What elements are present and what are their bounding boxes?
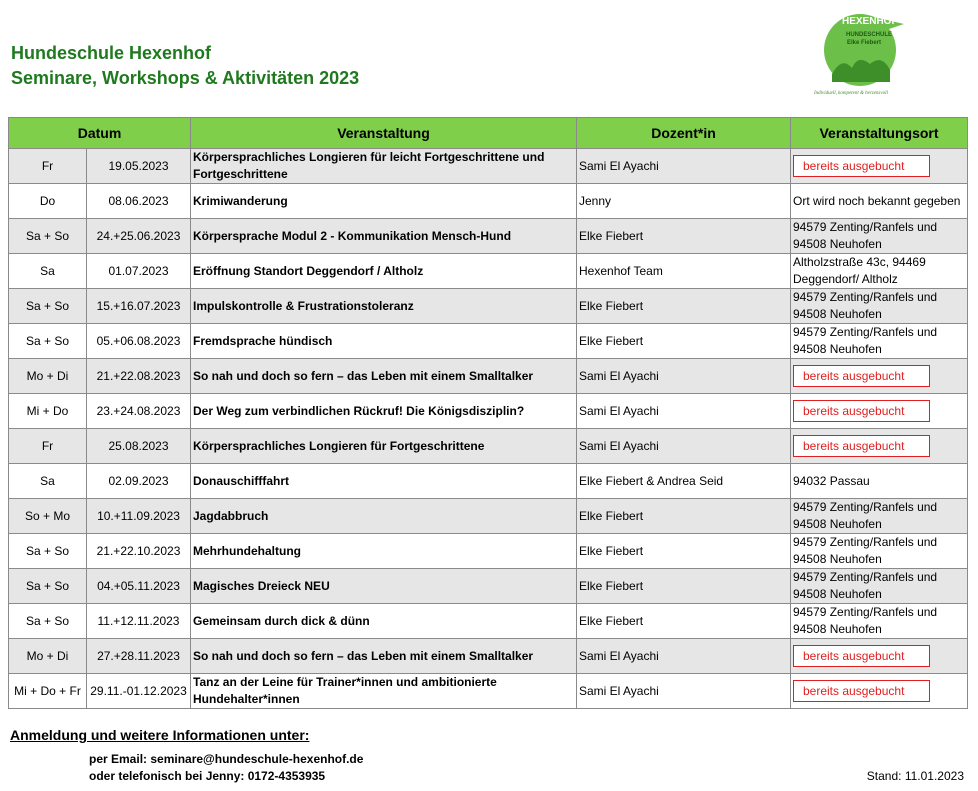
cell-event: So nah und doch so fern – das Leben mit einem Smalltalker [191,639,577,674]
table-header-row [9,118,968,149]
logo-sub-text-2: Elke Fiebert [847,40,882,46]
cell-event: Eröffnung Standort Deggendorf / Altholz [191,254,577,289]
cell-lecturer: Sami El Ayachi [577,394,791,429]
table-row [9,639,968,674]
header-ort: Veranstaltungsort [791,118,968,149]
cell-lecturer: Elke Fiebert [577,604,791,639]
cell-lecturer: Elke Fiebert [577,324,791,359]
cell-location: 94579 Zenting/Ranfels und 94508 Neuhofen [791,289,968,324]
cell-location: Altholzstraße 43c, 94469 Deggendorf/ Altholz [791,254,968,289]
cell-lecturer: Elke Fiebert [577,534,791,569]
cell-day: Sa + So [9,569,87,604]
cell-day: Mo + Di [9,359,87,394]
header-datum: Datum [9,118,191,149]
stand-date: Stand: 11.01.2023 [866,769,964,783]
table-row [9,289,968,324]
cell-day: Sa + So [9,219,87,254]
cell-date: 21.+22.08.2023 [87,359,191,394]
cell-day: Do [9,184,87,219]
table-row [9,534,968,569]
cell-lecturer: Elke Fiebert & Andrea Seid [577,464,791,499]
cell-lecturer: Sami El Ayachi [577,359,791,394]
cell-lecturer: Hexenhof Team [577,254,791,289]
table-row [9,149,968,184]
cell-event: Gemeinsam durch dick & dünn [191,604,577,639]
cell-day: Mi + Do + Fr [9,674,87,709]
cell-day: Mi + Do [9,394,87,429]
cell-day: Mo + Di [9,639,87,674]
cell-day: Fr [9,149,87,184]
cell-event: Donauschifffahrt [191,464,577,499]
cell-location: 94579 Zenting/Ranfels und 94508 Neuhofen [791,219,968,254]
cell-lecturer: Elke Fiebert [577,569,791,604]
cell-location: 94579 Zenting/Ranfels und 94508 Neuhofen [791,534,968,569]
booked-badge: bereits ausgebucht [793,645,930,667]
table-row [9,499,968,534]
header-veranstaltung: Veranstaltung [191,118,577,149]
cell-location: Ort wird noch bekannt gegeben [791,184,968,219]
table-row [9,464,968,499]
cell-day: Sa + So [9,604,87,639]
booked-badge: bereits ausgebucht [793,400,930,422]
cell-location: 94032 Passau [791,464,968,499]
cell-event: Der Weg zum verbindlichen Rückruf! Die Königsdisziplin? [191,394,577,429]
table-row [9,604,968,639]
cell-event: Körpersprache Modul 2 - Kommunikation Mensch-Hund [191,219,577,254]
table-row [9,674,968,709]
cell-lecturer: Sami El Ayachi [577,674,791,709]
cell-date: 24.+25.06.2023 [87,219,191,254]
cell-location: 94579 Zenting/Ranfels und 94508 Neuhofen [791,604,968,639]
cell-location [791,674,968,709]
cell-date: 08.06.2023 [87,184,191,219]
table-row [9,324,968,359]
cell-day: Sa + So [9,324,87,359]
cell-event: Impulskontrolle & Frustrationstoleranz [191,289,577,324]
cell-location [791,394,968,429]
page-subtitle: Seminare, Workshops & Aktivitäten 2023 [11,68,360,88]
logo-arc-text: HEXENHOF [842,16,898,27]
cell-lecturer: Elke Fiebert [577,219,791,254]
cell-day: So + Mo [9,499,87,534]
cell-event: Mehrhundehaltung [191,534,577,569]
cell-date: 23.+24.08.2023 [87,394,191,429]
table-row [9,359,968,394]
cell-day: Sa [9,254,87,289]
cell-date: 02.09.2023 [87,464,191,499]
booked-badge: bereits ausgebucht [793,680,930,702]
cell-event: So nah und doch so fern – das Leben mit einem Smalltalker [191,359,577,394]
cell-location [791,429,968,464]
cell-lecturer: Elke Fiebert [577,289,791,324]
table-row [9,569,968,604]
cell-location [791,639,968,674]
table-row [9,394,968,429]
hexenhof-logo [812,4,912,96]
cell-date: 29.11.-01.12.2023 [87,674,191,709]
cell-date: 11.+12.11.2023 [87,604,191,639]
cell-lecturer: Sami El Ayachi [577,429,791,464]
cell-date: 05.+06.08.2023 [87,324,191,359]
table-row [9,254,968,289]
logo-sub-text-1: HUNDESCHULE [846,32,893,38]
cell-location: 94579 Zenting/Ranfels und 94508 Neuhofen [791,569,968,604]
cell-date: 04.+05.11.2023 [87,569,191,604]
cell-day: Fr [9,429,87,464]
cell-date: 10.+11.09.2023 [87,499,191,534]
contact-phone: oder telefonisch bei Jenny: 0172-4353935 [89,769,326,783]
cell-event: Tanz an der Leine für Trainer*innen und ambitionierte Hundehalter*innen [191,674,577,709]
table-row [9,429,968,464]
cell-location: 94579 Zenting/Ranfels und 94508 Neuhofen [791,499,968,534]
cell-event: Magisches Dreieck NEU [191,569,577,604]
cell-date: 01.07.2023 [87,254,191,289]
header-dozent: Dozent*in [577,118,791,149]
booked-badge: bereits ausgebucht [793,435,930,457]
cell-day: Sa [9,464,87,499]
cell-event: Körpersprachliches Longieren für leicht Fortgeschrittene und Fortgeschrittene [191,149,577,184]
booked-badge: bereits ausgebucht [793,155,930,177]
cell-lecturer: Jenny [577,184,791,219]
cell-event: Krimiwanderung [191,184,577,219]
cell-date: 21.+22.10.2023 [87,534,191,569]
page-title: Hundeschule Hexenhof [11,43,212,63]
cell-lecturer: Sami El Ayachi [577,149,791,184]
cell-location [791,149,968,184]
cell-event: Fremdsprache hündisch [191,324,577,359]
cell-lecturer: Sami El Ayachi [577,639,791,674]
seminar-table [8,117,968,709]
logo-tagline: Individuell, kompetent & herzensvoll [814,91,888,96]
cell-date: 25.08.2023 [87,429,191,464]
cell-lecturer: Elke Fiebert [577,499,791,534]
table-row [9,219,968,254]
cell-location [791,359,968,394]
cell-location: 94579 Zenting/Ranfels und 94508 Neuhofen [791,324,968,359]
cell-day: Sa + So [9,534,87,569]
table-row [9,184,968,219]
cell-date: 27.+28.11.2023 [87,639,191,674]
cell-event: Körpersprachliches Longieren für Fortgeschrittene [191,429,577,464]
cell-date: 15.+16.07.2023 [87,289,191,324]
cell-date: 19.05.2023 [87,149,191,184]
booked-badge: bereits ausgebucht [793,365,930,387]
footer-heading: Anmeldung und weitere Informationen unter: [10,727,310,743]
cell-day: Sa + So [9,289,87,324]
contact-email: per Email: seminare@hundeschule-hexenhof.de [89,752,364,766]
cell-event: Jagdabbruch [191,499,577,534]
